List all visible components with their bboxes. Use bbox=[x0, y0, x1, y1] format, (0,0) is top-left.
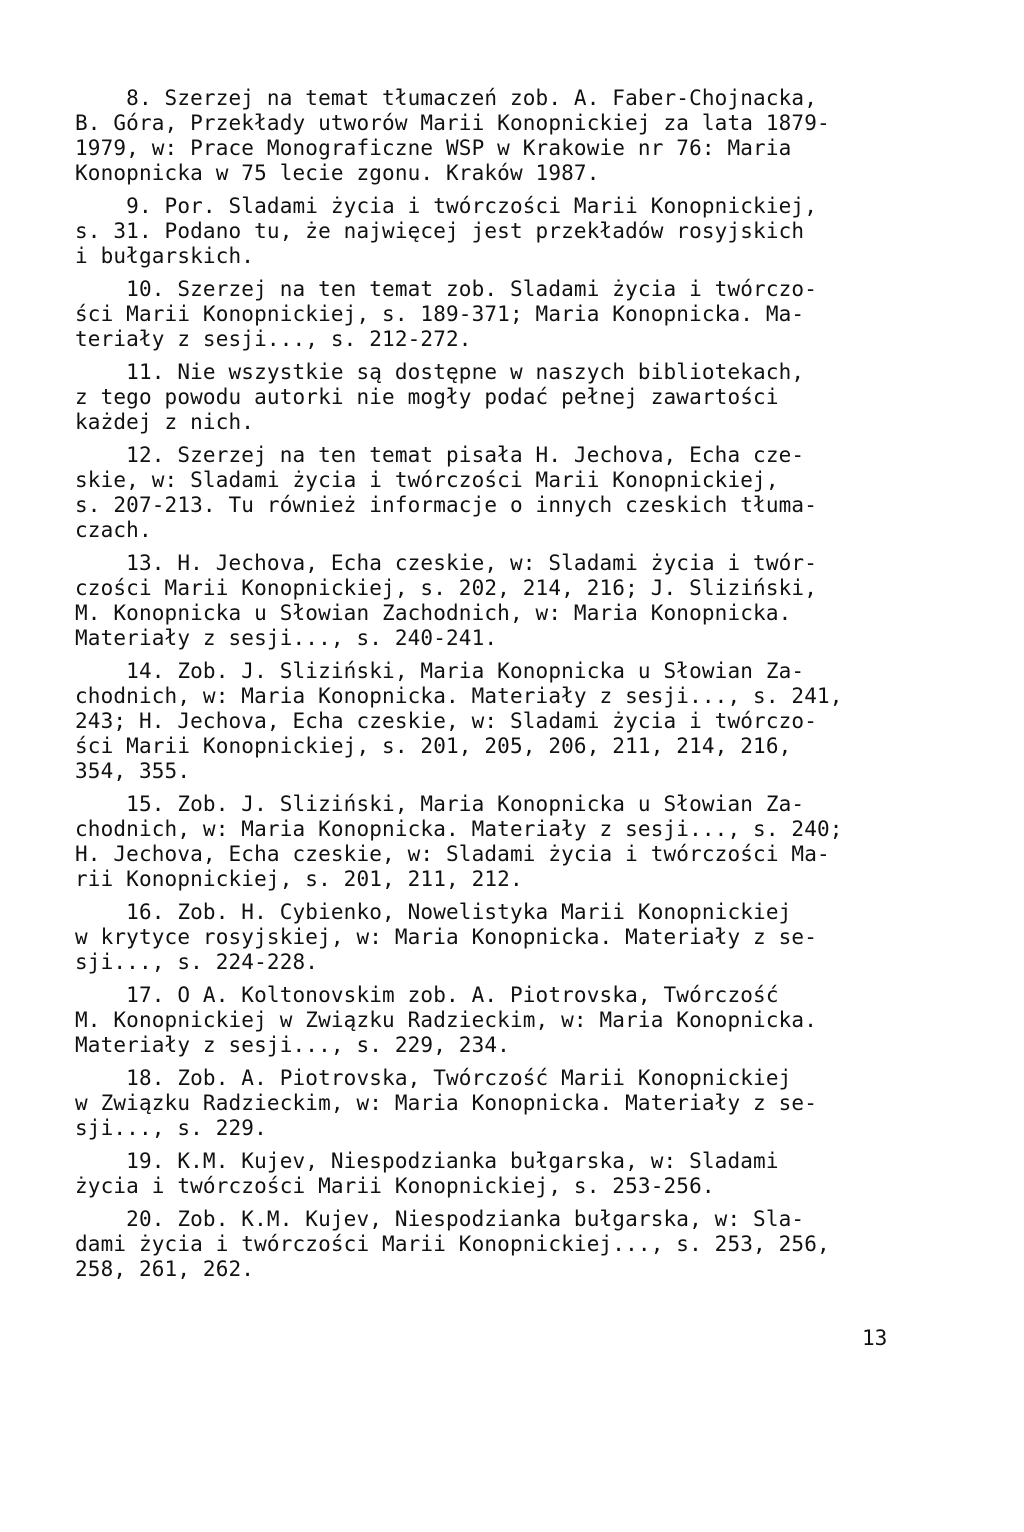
endnote-14 bbox=[75, 659, 935, 784]
note-line: 354, 355. bbox=[75, 759, 191, 783]
note-line: 14. Zob. J. Sliziński, Maria Konopnicka u Słowian Za- bbox=[75, 659, 805, 683]
note-line: M. Konopnickiej w Związku Radzieckim, w: Maria Konopnicka. bbox=[75, 1008, 817, 1032]
page-number: 13 bbox=[862, 1326, 888, 1350]
note-line: 9. Por. Sladami życia i twórczości Marii Konopnickiej, bbox=[75, 194, 817, 218]
note-line: 16. Zob. H. Cybienko, Nowelistyka Marii Konopnickiej bbox=[75, 900, 792, 924]
note-line: skie, w: Sladami życia i twórczości Marii Konopnickiej, bbox=[75, 468, 779, 492]
note-line: 15. Zob. J. Sliziński, Maria Konopnicka u Słowian Za- bbox=[75, 792, 805, 816]
note-line: chodnich, w: Maria Konopnicka. Materiały z sesji..., s. 240; bbox=[75, 817, 843, 841]
note-line: 258, 261, 262. bbox=[75, 1257, 255, 1281]
note-line: chodnich, w: Maria Konopnicka. Materiały z sesji..., s. 241, bbox=[75, 684, 843, 708]
note-line: ści Marii Konopnickiej, s. 201, 205, 206, 211, 214, 216, bbox=[75, 734, 792, 758]
note-line: każdej z nich. bbox=[75, 410, 255, 434]
note-line: czach. bbox=[75, 518, 152, 542]
note-line: s. 31. Podano tu, że najwięcej jest przekładów rosyjskich bbox=[75, 219, 805, 243]
endnotes-list bbox=[75, 86, 935, 1290]
note-line: sji..., s. 229. bbox=[75, 1116, 267, 1140]
note-line: Materiały z sesji..., s. 240-241. bbox=[75, 626, 498, 650]
note-line: rii Konopnickiej, s. 201, 211, 212. bbox=[75, 867, 523, 891]
note-line: dami życia i twórczości Marii Konopnickiej..., s. 253, 256, bbox=[75, 1232, 830, 1256]
endnote-16 bbox=[75, 900, 935, 975]
note-line: życia i twórczości Marii Konopnickiej, s. 253-256. bbox=[75, 1174, 715, 1198]
endnote-10 bbox=[75, 277, 935, 352]
note-line: Konopnicka w 75 lecie zgonu. Kraków 1987. bbox=[75, 161, 600, 185]
note-line: 19. K.M. Kujev, Niespodzianka bułgarska, w: Sladami bbox=[75, 1149, 779, 1173]
endnote-13 bbox=[75, 551, 935, 651]
note-line: 11. Nie wszystkie są dostępne w naszych bibliotekach, bbox=[75, 360, 805, 384]
endnote-20 bbox=[75, 1207, 935, 1282]
note-line: sji..., s. 224-228. bbox=[75, 950, 319, 974]
note-line: w Związku Radzieckim, w: Maria Konopnicka. Materiały z se- bbox=[75, 1091, 817, 1115]
note-line: czości Marii Konopnickiej, s. 202, 214, 216; J. Sliziński, bbox=[75, 576, 817, 600]
note-line: z tego powodu autorki nie mogły podać pełnej zawartości bbox=[75, 385, 779, 409]
endnote-15 bbox=[75, 792, 935, 892]
note-line: H. Jechova, Echa czeskie, w: Sladami życia i twórczości Ma- bbox=[75, 842, 830, 866]
note-line: s. 207-213. Tu również informacje o innych czeskich tłuma- bbox=[75, 493, 817, 517]
endnote-18 bbox=[75, 1066, 935, 1141]
endnote-19 bbox=[75, 1149, 935, 1199]
note-line: 20. Zob. K.M. Kujev, Niespodzianka bułgarska, w: Sla- bbox=[75, 1207, 805, 1231]
note-line: 243; H. Jechova, Echa czeskie, w: Sladami życia i twórczo- bbox=[75, 709, 817, 733]
endnote-17 bbox=[75, 983, 935, 1058]
note-line: Materiały z sesji..., s. 229, 234. bbox=[75, 1033, 510, 1057]
note-line: 18. Zob. A. Piotrovska, Twórczość Marii Konopnickiej bbox=[75, 1066, 792, 1090]
endnote-9 bbox=[75, 194, 935, 269]
note-line: M. Konopnicka u Słowian Zachodnich, w: Maria Konopnicka. bbox=[75, 601, 792, 625]
note-line: 8. Szerzej na temat tłumaczeń zob. A. Faber-Chojnacka, bbox=[75, 86, 817, 110]
note-line: 13. H. Jechova, Echa czeskie, w: Sladami życia i twór- bbox=[75, 551, 817, 575]
note-line: ści Marii Konopnickiej, s. 189-371; Maria Konopnicka. Ma- bbox=[75, 302, 805, 326]
note-line: i bułgarskich. bbox=[75, 244, 255, 268]
endnote-8 bbox=[75, 86, 935, 186]
endnote-12 bbox=[75, 443, 935, 543]
note-line: 17. O A. Koltonovskim zob. A. Piotrovska, Twórczość bbox=[75, 983, 779, 1007]
note-line: teriały z sesji..., s. 212-272. bbox=[75, 327, 472, 351]
note-line: 1979, w: Prace Monograficzne WSP w Krakowie nr 76: Maria bbox=[75, 136, 792, 160]
note-line: 12. Szerzej na ten temat pisała H. Jechova, Echa cze- bbox=[75, 443, 805, 467]
endnote-11 bbox=[75, 360, 935, 435]
note-line: B. Góra, Przekłady utworów Marii Konopnickiej za lata 1879- bbox=[75, 111, 830, 135]
note-line: 10. Szerzej na ten temat zob. Sladami życia i twórczo- bbox=[75, 277, 817, 301]
note-line: w krytyce rosyjskiej, w: Maria Konopnicka. Materiały z se- bbox=[75, 925, 817, 949]
